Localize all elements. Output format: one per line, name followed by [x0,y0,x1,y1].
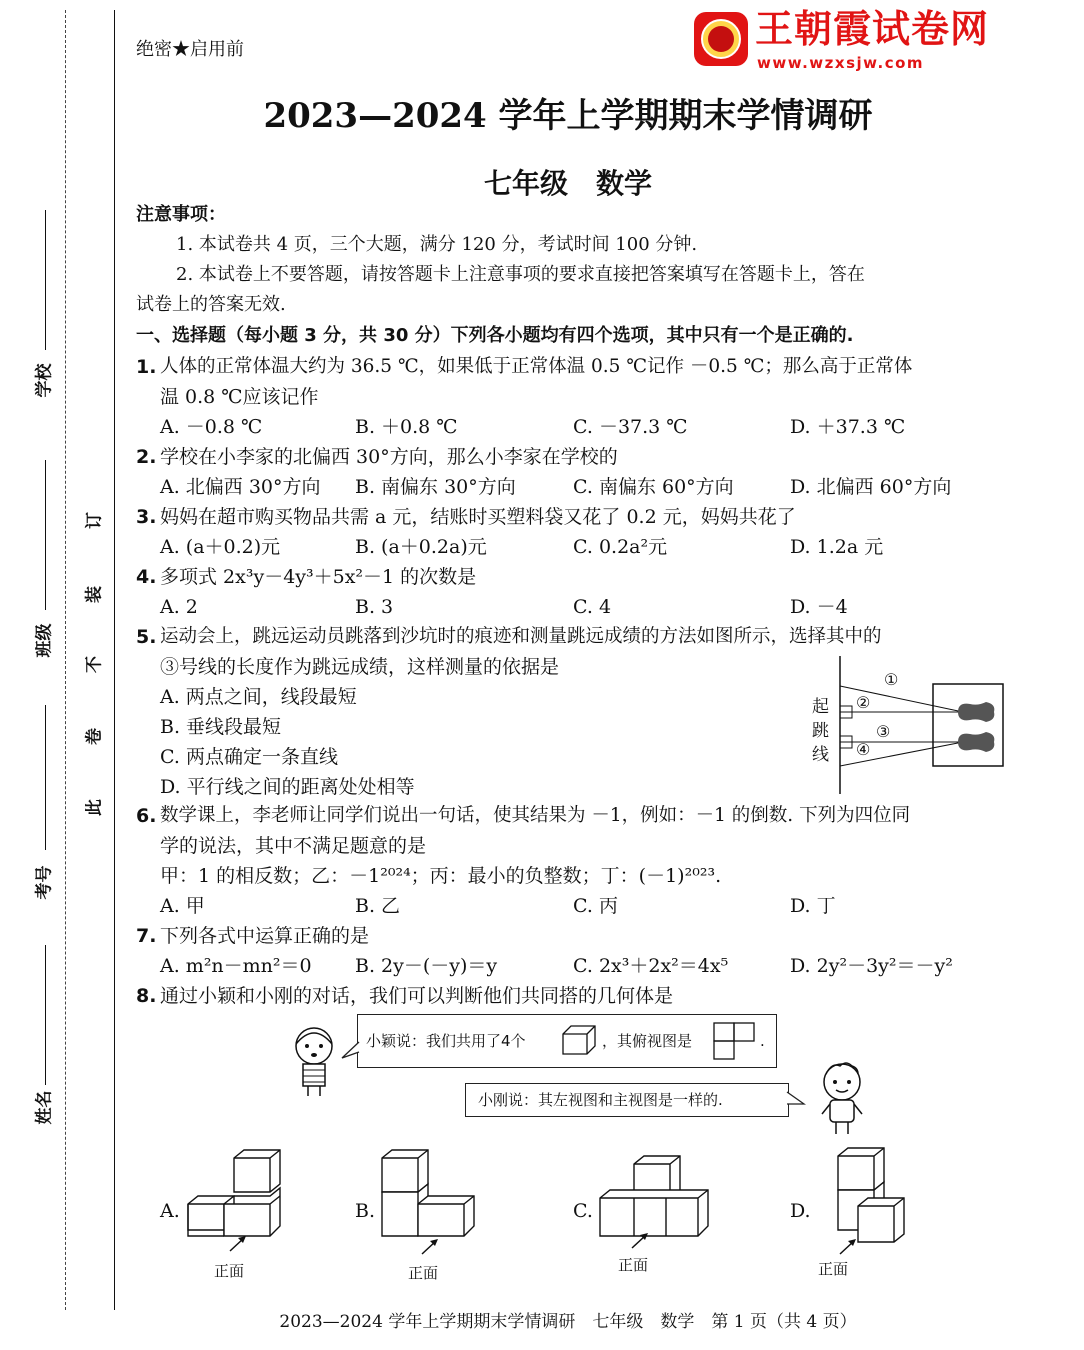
q7-option-c: C. 2x³＋2x²＝4x⁵ [573,955,729,977]
q6-option-d: D. 丁 [790,895,836,917]
notes-heading: 注意事项： [136,204,226,225]
q2-option-a: A. 北偏西 30°方向 [160,476,321,498]
name-blank [45,945,46,1085]
name-label: 姓名 [34,1090,55,1125]
start-line-char-1: 起 [812,697,829,717]
note-2: 2. 本试卷上不要答题，请按答题卡上注意事项的要求直接把答案填写在答题卡上，答在 [176,264,865,285]
front-label-c: 正面 [618,1256,649,1274]
q7-number: 7. [136,925,157,947]
q8-option-a-label: A. [160,1200,180,1222]
bubble1-tail [340,1040,360,1060]
brand-name: 王朝霞试卷网 [755,7,990,51]
q8-stem: 通过小颖和小刚的对话，我们可以判断他们共同搭的几何体是 [160,985,674,1007]
brand-url: www.wzxsjw.com [757,54,925,72]
school-label: 学校 [34,363,55,398]
cube-icon [561,1024,597,1056]
bubble2-tail [786,1090,806,1110]
mark-2: ② [856,693,871,712]
q6-number: 6. [136,805,157,827]
seal-char-4: 卷 [84,728,105,745]
xiaogang-text: 小刚说：其左视图和主视图是一样的. [478,1091,723,1109]
note-1: 1. 本试卷共 4 页，三个大题，满分 120 分，考试时间 100 分钟. [176,234,698,255]
front-arrow-b [420,1238,440,1256]
solid-c-figure [598,1154,718,1244]
q1-option-a: A. －0.8 ℃ [160,416,263,438]
q5-option-a: A. 两点之间，线段最短 [160,686,357,708]
q2-option-b: B. 南偏东 30°方向 [355,476,516,498]
q4-option-c: C. 4 [573,596,612,618]
xiaoying-text-b: ，其俯视图是 [602,1032,693,1050]
xiaoying-text-a: 小颖说：我们共用了4个 [366,1032,526,1050]
xiaoying-speech-bubble [357,1014,777,1068]
mark-1: ① [884,670,899,689]
mark-4: ④ [856,740,871,759]
school-blank [45,210,46,350]
page-title: 2023—2024 学年上学期期末学情调研 [263,96,873,136]
q3-number: 3. [136,506,157,528]
q5-number: 5. [136,626,157,648]
q4-stem: 多项式 2x³y－4y³＋5x²－1 的次数是 [160,566,477,588]
q1-stem-2: 温 0.8 ℃应该记作 [160,386,319,408]
q8-number: 8. [136,985,157,1007]
q3-option-b: B. (a＋0.2a)元 [355,536,487,558]
q2-number: 2. [136,446,157,468]
front-arrow-d [838,1238,858,1256]
note-3: 试卷上的答案无效. [136,294,286,315]
secret-label: 绝密★启用前 [136,39,244,60]
q3-option-a: A. (a＋0.2)元 [160,536,281,558]
seal-char-1: 订 [84,512,105,529]
seal-char-2: 装 [84,586,105,603]
front-arrow-a [228,1235,248,1253]
q7-option-b: B. 2y－(－y)＝y [355,955,498,977]
q3-option-d: D. 1.2a 元 [790,536,884,558]
q2-stem: 学校在小李家的北偏西 30°方向，那么小李家在学校的 [160,446,618,468]
q7-option-a: A. m²n－mn²＝0 [160,955,312,977]
q4-option-a: A. 2 [160,596,198,618]
section-heading: 一、选择题（每小题 3 分，共 30 分）下列各小题均有四个选项，其中只有一个是正确的. [136,325,854,346]
q6-stem-2: 学的说法，其中不满足题意的是 [160,835,427,857]
q4-option-d: D. －4 [790,596,848,618]
q1-option-b: B. ＋0.8 ℃ [355,416,458,438]
q6-option-c: C. 丙 [573,895,618,917]
q5-stem-1: 运动会上，跳远运动员跳落到沙坑时的痕迹和测量跳远成绩的方法如图所示，选择其中的 [160,626,882,647]
front-arrow-c [630,1232,650,1250]
q4-option-b: B. 3 [355,596,394,618]
long-jump-diagram [808,656,1008,796]
q1-number: 1. [136,356,157,378]
q5-option-d: D. 平行线之间的距离处处相等 [160,776,415,798]
seal-char-5: 此 [84,799,105,816]
q1-option-c: C. －37.3 ℃ [573,416,688,438]
class-label: 班级 [34,623,55,658]
q6-option-b: B. 乙 [355,895,401,917]
exam-no-blank [45,705,46,850]
page-footer: 2023—2024 学年上学期期末学情调研 七年级 数学 第 1 页（共 4 页） [279,1312,857,1332]
q4-number: 4. [136,566,157,588]
start-line-char-3: 线 [812,745,829,765]
cut-line [65,10,66,1310]
solid-d-figure [836,1146,916,1246]
boy-icon [814,1058,870,1138]
xiaoying-text-c: . [760,1032,765,1050]
top-view-icon [712,1021,760,1061]
brand-seal-icon [692,10,750,68]
q6-option-a: A. 甲 [160,895,205,917]
page-subtitle: 七年级 数学 [483,167,652,200]
front-label-a: 正面 [214,1262,245,1280]
q1-option-d: D. ＋37.3 ℃ [790,416,906,438]
q5-stem-2: ③号线的长度作为跳远成绩，这样测量的依据是 [160,656,560,678]
q7-option-d: D. 2y²－3y²＝－y² [790,955,953,977]
q3-stem: 妈妈在超市购买物品共需 a 元，结账时买塑料袋又花了 0.2 元，妈妈共花了 [160,506,796,528]
girl-icon [286,1022,342,1098]
solid-b-figure [380,1148,480,1238]
xiaogang-speech-bubble [465,1083,789,1117]
binding-line [114,10,115,1310]
mark-3: ③ [876,722,891,741]
q2-option-d: D. 北偏西 60°方向 [790,476,952,498]
q1-stem-1: 人体的正常体温大约为 36.5 ℃，如果低于正常体温 0.5 ℃记作 －0.5 ℃；那么高于正常体 [160,356,913,377]
q3-option-c: C. 0.2a²元 [573,536,668,558]
q6-stem-3: 甲：1 的相反数；乙：－1²⁰²⁴；丙：最小的负整数；丁：(－1)²⁰²³. [160,865,722,887]
front-label-d: 正面 [818,1260,849,1278]
seal-char-3: 不 [84,656,105,673]
q8-option-b-label: B. [355,1200,376,1222]
long-jump-figure [808,656,1008,796]
exam-no-label: 考号 [34,865,55,900]
brand-logo [692,10,750,68]
q7-stem: 下列各式中运算正确的是 [160,925,370,947]
solid-a-figure [186,1148,286,1238]
q8-option-c-label: C. [573,1200,593,1222]
q6-stem-1: 数学课上，李老师让同学们说出一句话，使其结果为 －1，例如：－1 的倒数. 下列为四位同 [160,805,911,826]
q5-option-c: C. 两点确定一条直线 [160,746,338,768]
q8-option-d-label: D. [790,1200,811,1222]
q2-option-c: C. 南偏东 60°方向 [573,476,734,498]
q5-option-b: B. 垂线段最短 [160,716,282,738]
class-blank [45,460,46,610]
front-label-b: 正面 [408,1264,439,1282]
start-line-char-2: 跳 [812,721,829,741]
